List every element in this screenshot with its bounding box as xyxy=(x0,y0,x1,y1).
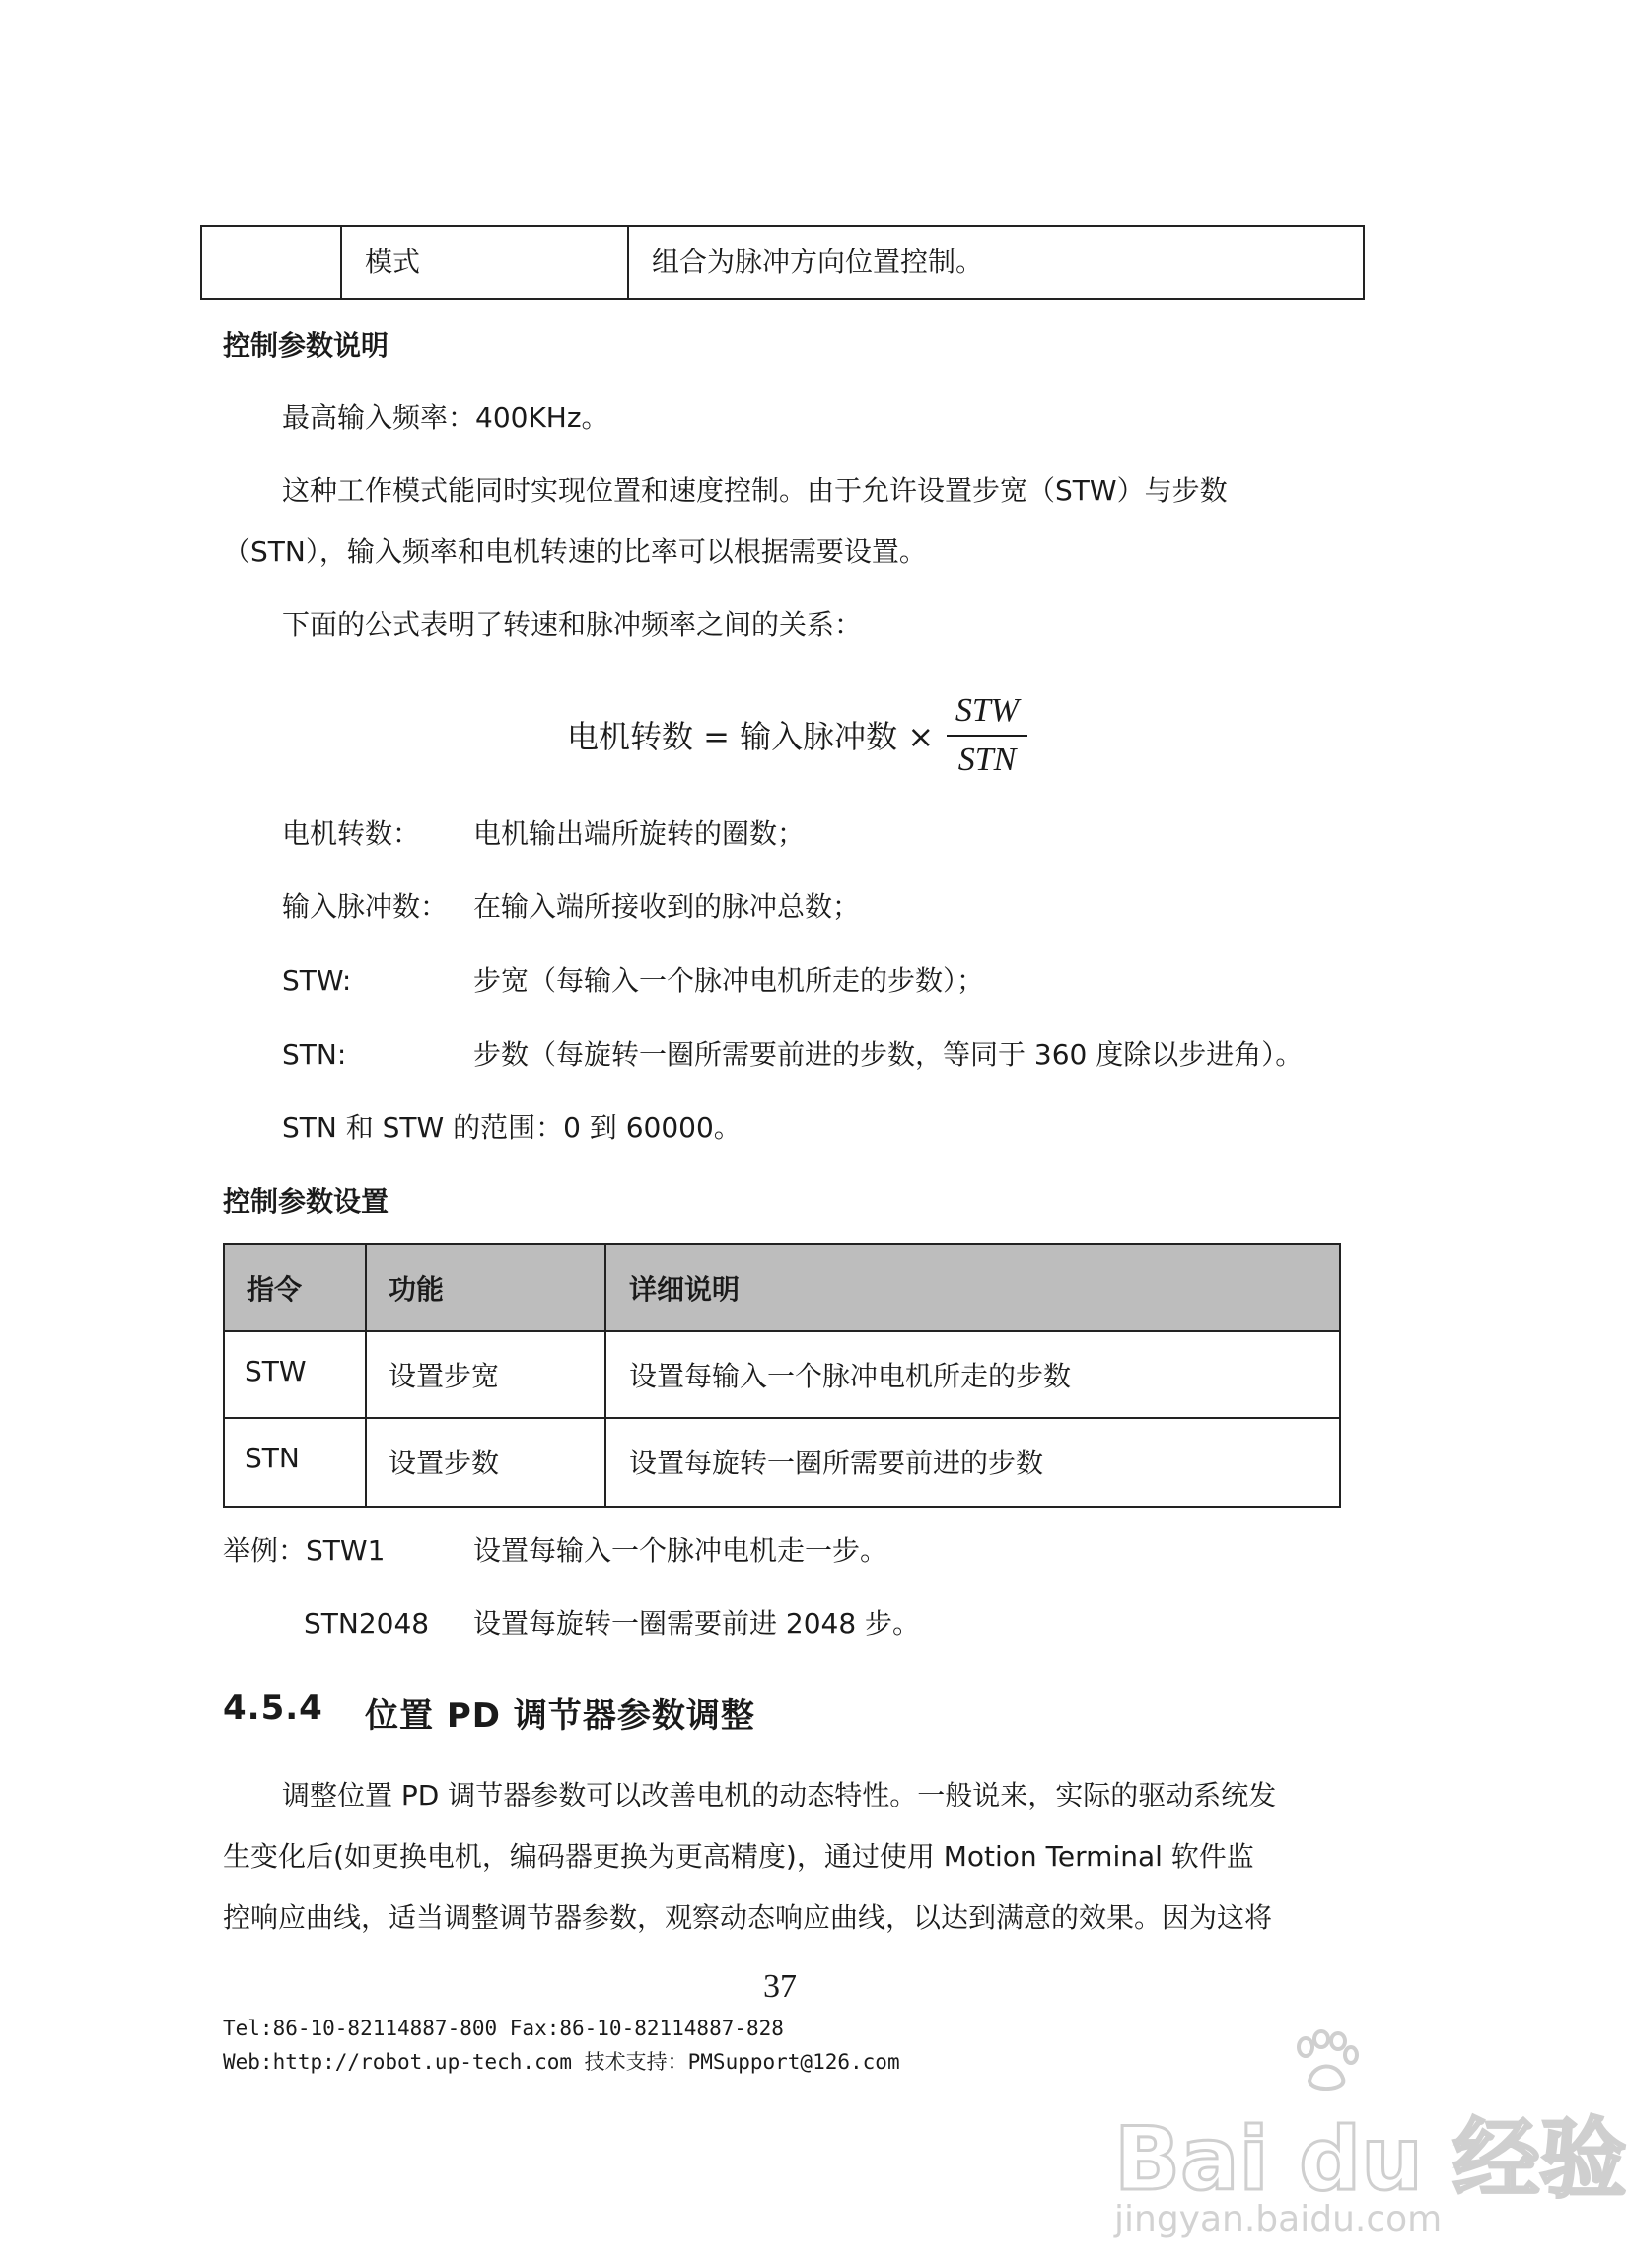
table-divider xyxy=(225,1417,1339,1419)
section-title: 控制参数设置 xyxy=(223,1185,389,1218)
paragraph-line: 生变化后(如更换电机，编码器更换为更高精度)，通过使用 Motion Terminal 软件监 xyxy=(223,1840,1254,1873)
definition-desc: 步数（每旋转一圈所需要前进的步数，等同于 360 度除以步进角）。 xyxy=(473,1038,1304,1071)
paragraph-line: （STN），输入频率和电机转速的比率可以根据需要设置。 xyxy=(223,535,927,568)
table-header: 功能 xyxy=(389,1273,445,1306)
max-frequency-text: 最高输入频率：400KHz。 xyxy=(282,401,609,434)
baidu-watermark xyxy=(1104,2031,1627,2248)
footer-contact: Tel:86-10-82114887-800 Fax:86-10-82114887-828 xyxy=(223,2017,784,2040)
parameter-table xyxy=(223,1243,1341,1508)
table-divider xyxy=(365,1245,367,1506)
fraction-bar xyxy=(947,735,1027,737)
table-cell: 组合为脉冲方向位置控制。 xyxy=(652,246,984,278)
section-number: 4.5.4 xyxy=(223,1688,323,1728)
section-heading: 位置 PD 调节器参数调整 xyxy=(365,1696,755,1736)
table-cell: 设置每旋转一圈所需要前进的步数 xyxy=(629,1447,1044,1479)
paragraph-line: 这种工作模式能同时实现位置和速度控制。由于允许设置步宽（STW）与步数 xyxy=(282,474,1228,507)
watermark-brand: Bai du 经验 xyxy=(1114,2108,1627,2210)
formula-lhs: 电机转数 = 输入脉冲数 × xyxy=(567,718,935,755)
top-table xyxy=(200,225,1365,300)
table-cell: STW xyxy=(245,1355,307,1387)
table-divider xyxy=(604,1245,606,1506)
range-text: STN 和 STW 的范围：0 到 60000。 xyxy=(282,1111,742,1144)
table-cell: 设置步数 xyxy=(389,1447,500,1479)
example-desc: 设置每旋转一圈需要前进 2048 步。 xyxy=(473,1607,921,1640)
table-divider xyxy=(627,227,629,298)
formula-numerator: STW xyxy=(955,692,1020,729)
definition-desc: 步宽（每输入一个脉冲电机所走的步数）； xyxy=(473,964,985,997)
footer-web: Web:http://robot.up-tech.com 技术支持：PMSupport@126.com xyxy=(223,2050,900,2074)
table-header: 详细说明 xyxy=(629,1273,741,1306)
page-number: 37 xyxy=(763,1968,797,2005)
table-header: 指令 xyxy=(247,1273,303,1306)
definition-term: 输入脉冲数： xyxy=(282,890,449,923)
definition-term: 电机转数： xyxy=(282,817,421,850)
watermark-url: jingyan.baidu.com xyxy=(1114,2199,1443,2239)
table-divider xyxy=(225,1330,1339,1332)
table-cell: 设置步宽 xyxy=(389,1360,500,1392)
paw-icon xyxy=(1292,2031,1361,2092)
formula-denominator: STN xyxy=(957,742,1017,778)
example-desc: 设置每输入一个脉冲电机走一步。 xyxy=(473,1534,888,1567)
definition-term: STN: xyxy=(282,1038,347,1071)
definition-term: STW: xyxy=(282,964,352,997)
formula-intro: 下面的公式表明了转速和脉冲频率之间的关系： xyxy=(282,608,863,641)
definition-desc: 在输入端所接收到的脉冲总数； xyxy=(473,890,861,923)
table-divider xyxy=(340,227,342,298)
section-title: 控制参数说明 xyxy=(223,329,389,362)
table-cell: STN xyxy=(245,1442,300,1474)
paragraph-line: 控响应曲线，适当调整调节器参数，观察动态响应曲线，以达到满意的效果。因为这将 xyxy=(223,1901,1273,1934)
example-label: 举例：STW1 xyxy=(223,1534,386,1567)
table-cell: 设置每输入一个脉冲电机所走的步数 xyxy=(629,1360,1072,1392)
table-cell: 模式 xyxy=(365,246,421,278)
paragraph-line: 调整位置 PD 调节器参数可以改善电机的动态特性。一般说来，实际的驱动系统发 xyxy=(282,1779,1277,1811)
definition-desc: 电机输出端所旋转的圈数； xyxy=(473,817,806,850)
example-command: STN2048 xyxy=(304,1607,430,1640)
formula-fraction xyxy=(947,690,1027,781)
